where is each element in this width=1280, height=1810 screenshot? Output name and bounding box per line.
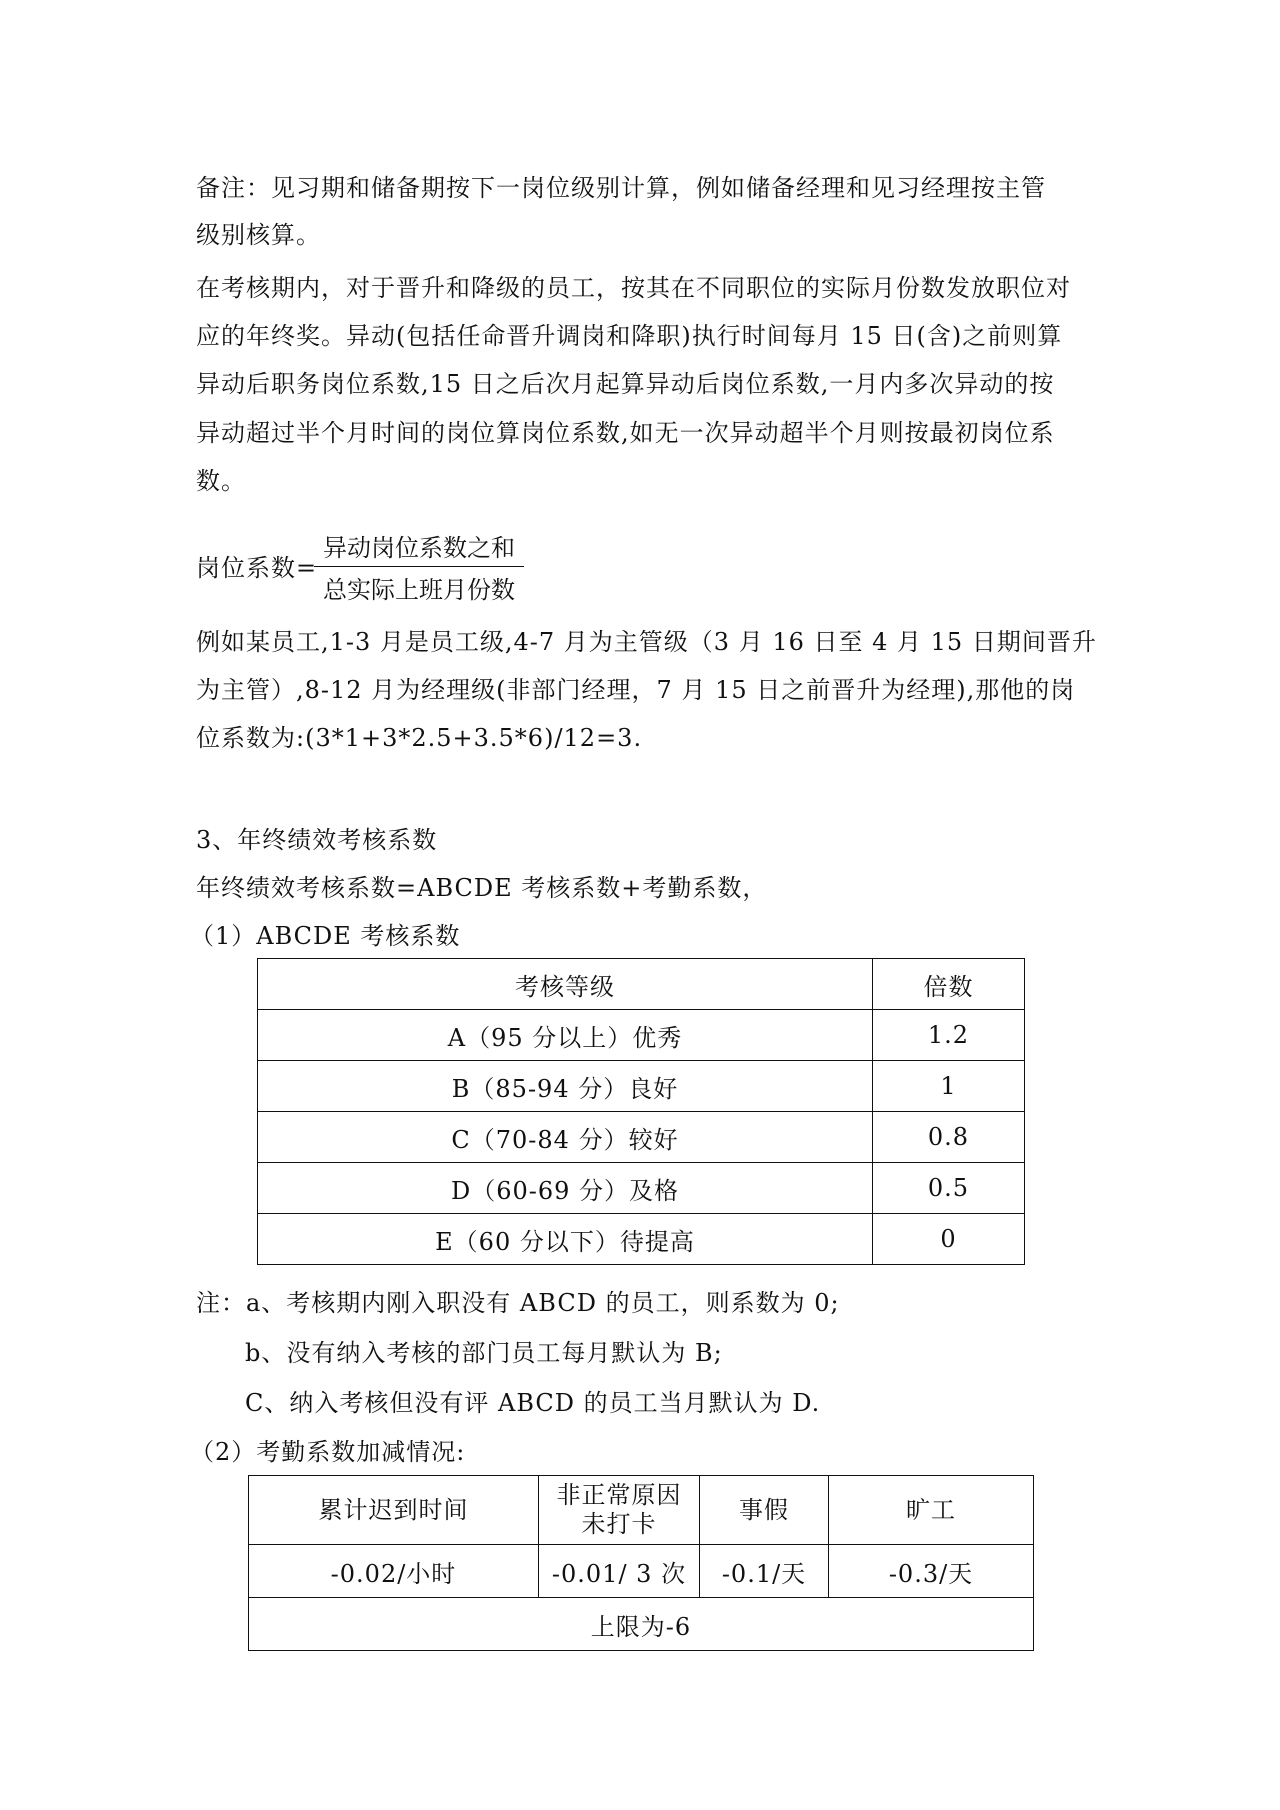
value-missed-clock: -0.01/ 3 次 xyxy=(539,1545,700,1598)
table-row xyxy=(258,1061,1025,1112)
grade-cell: B（85-94 分）良好 xyxy=(258,1061,873,1112)
header-absenteeism: 旷工 xyxy=(829,1476,1034,1545)
note-b: b、没有纳入考核的部门员工每月默认为 B; xyxy=(245,1339,723,1367)
multiplier-cell: 0 xyxy=(873,1214,1025,1265)
grade-cell: A（95 分以上）优秀 xyxy=(258,1010,873,1061)
table-row xyxy=(249,1598,1034,1651)
grade-cell: D（60-69 分）及格 xyxy=(258,1163,873,1214)
limit-cell: 上限为-6 xyxy=(249,1598,1034,1651)
example-line: 为主管）,8-12 月为经理级(非部门经理，7 月 15 日之前晋升为经理),那他的岗 xyxy=(196,676,1076,704)
formula-denominator: 总实际上班月份数 xyxy=(323,576,515,604)
note-a: 注：a、考核期内刚入职没有 ABCD 的员工，则系数为 0; xyxy=(196,1289,840,1317)
grade-table xyxy=(257,958,1025,1265)
note-c: C、纳入考核但没有评 ABCD 的员工当月默认为 D. xyxy=(245,1389,821,1417)
formula-fraction xyxy=(314,528,524,605)
header-late-time: 累计迟到时间 xyxy=(249,1476,539,1545)
example-line: 位系数为:(3*1+3*2.5+3.5*6)/12=3. xyxy=(196,724,643,752)
paragraph-line: 异动超过半个月时间的岗位算岗位系数,如无一次异动超半个月则按最初岗位系 xyxy=(196,419,1055,447)
multiplier-cell: 0.8 xyxy=(873,1112,1025,1163)
table-row xyxy=(258,1112,1025,1163)
formula-numerator: 异动岗位系数之和 xyxy=(314,528,524,567)
table-row xyxy=(258,1163,1025,1214)
grade-cell: E（60 分以下）待提高 xyxy=(258,1214,873,1265)
attendance-table xyxy=(248,1475,1034,1651)
table-row xyxy=(249,1545,1034,1598)
table-row xyxy=(258,1214,1025,1265)
value-personal-leave: -0.1/天 xyxy=(700,1545,829,1598)
header-missed-clock-line-1: 非正常原因 xyxy=(556,1481,682,1509)
paragraph-line: 数。 xyxy=(196,467,246,495)
example-line: 例如某员工,1-3 月是员工级,4-7 月为主管级（3 月 16 日至 4 月 15 日期间晋升 xyxy=(196,628,1097,656)
multiplier-cell: 1.2 xyxy=(873,1010,1025,1061)
paragraph-line: 异动后职务岗位系数,15 日之后次月起算异动后岗位系数,一月内多次异动的按 xyxy=(196,370,1055,398)
multiplier-cell: 1 xyxy=(873,1061,1025,1112)
section-3-formula: 年终绩效考核系数=ABCDE 考核系数+考勤系数， xyxy=(196,874,768,902)
paragraph-line: 应的年终奖。异动(包括任命晋升调岗和降职)执行时间每月 15 日(含)之前则算 xyxy=(196,322,1063,350)
paragraph-line: 在考核期内，对于晋升和降级的员工，按其在不同职位的实际月份数发放职位对 xyxy=(196,274,1071,302)
value-late-time: -0.02/小时 xyxy=(249,1545,539,1598)
remark-line-2: 级别核算。 xyxy=(196,221,321,249)
header-missed-clock xyxy=(539,1476,700,1545)
header-multiplier: 倍数 xyxy=(873,959,1025,1010)
header-grade: 考核等级 xyxy=(258,959,873,1010)
section-3-title: 3、年终绩效考核系数 xyxy=(196,826,438,854)
remark-line-1: 备注：见习期和储备期按下一岗位级别计算，例如储备经理和见习经理按主管 xyxy=(196,174,1046,202)
multiplier-cell: 0.5 xyxy=(873,1163,1025,1214)
table-row xyxy=(258,1010,1025,1061)
table-header-row xyxy=(249,1476,1034,1545)
header-personal-leave: 事假 xyxy=(700,1476,829,1545)
grade-cell: C（70-84 分）较好 xyxy=(258,1112,873,1163)
table-header-row xyxy=(258,959,1025,1010)
sub-heading-attendance: （2）考勤系数加减情况: xyxy=(190,1438,466,1466)
value-absenteeism: -0.3/天 xyxy=(829,1545,1034,1598)
sub-heading-abcde: （1）ABCDE 考核系数 xyxy=(190,922,461,950)
formula-lhs: 岗位系数= xyxy=(196,554,318,582)
header-missed-clock-line-2: 未打卡 xyxy=(581,1510,657,1538)
